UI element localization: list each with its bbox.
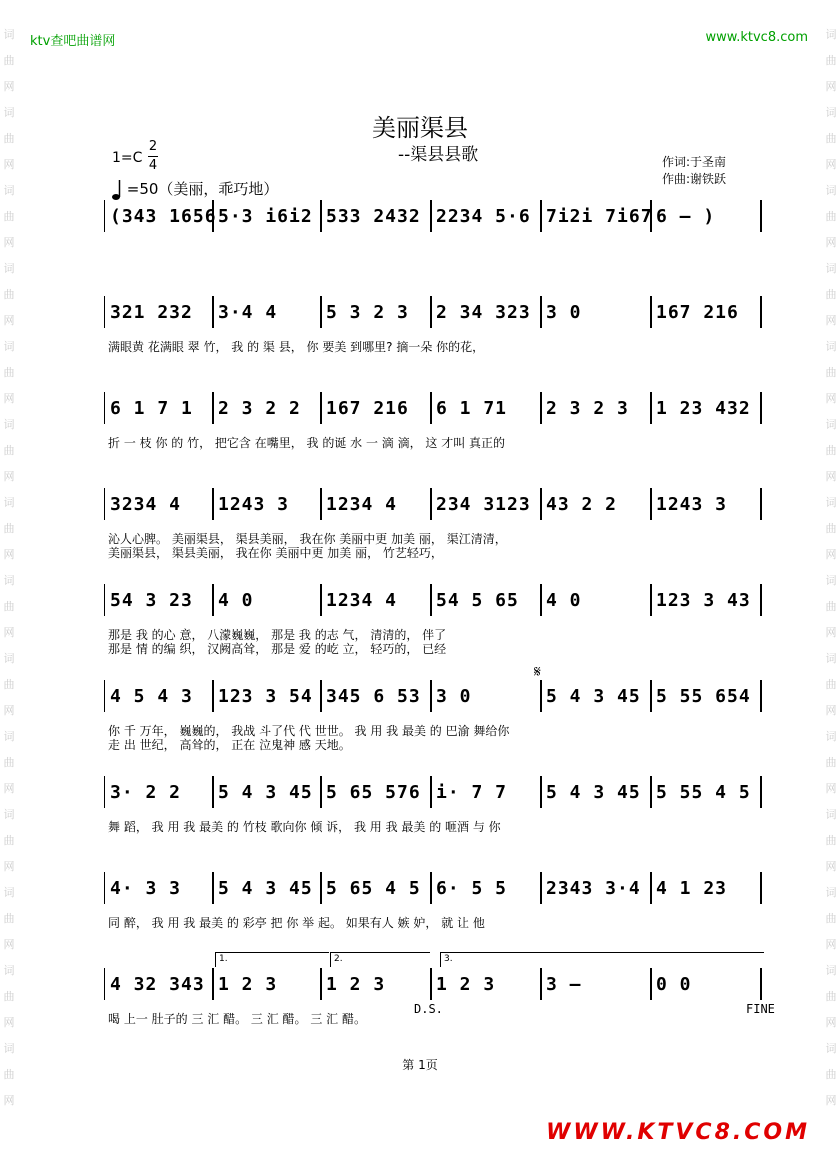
watermark-char: 词 [825,1042,837,1055]
bar-line [104,968,105,1000]
bar-line [430,200,432,232]
lyric-line: 折 一 枝 你 的 竹， 把它含 在嘴里， 我 的诞 水 一 滴 滴， 这 才叫 真正的 [108,436,506,450]
bar-line [212,392,214,424]
watermark-char: 词 [825,106,837,119]
bar-line [212,488,214,520]
measure: 5 4 3 45 [546,686,641,707]
watermark-char: 网 [825,158,837,171]
composer: 作曲:谢铁跃 [662,172,727,186]
bar-line [430,584,432,616]
bar-line [430,776,432,808]
bar-line [104,200,105,232]
watermark-char: 曲 [825,834,837,847]
measure: 3·4 4 [218,302,278,323]
site-name-link[interactable]: ktv查吧曲谱网 [30,34,116,49]
watermark-char: 网 [3,470,15,483]
volta-bracket: 2. [330,952,430,967]
watermark-char: 曲 [3,912,15,925]
bar-line [212,776,214,808]
bar-line [104,296,105,328]
volta-bracket: 3. [440,952,764,967]
watermark-char: 词 [825,340,837,353]
watermark-char: 词 [3,28,15,41]
bar-line [320,872,322,904]
bar-line [212,584,214,616]
measure: 2 34 323 [436,302,531,323]
lyric-line: 你 千 万年， 巍巍的， 我战 斗了代 代 世世。 我 用 我 最美 的 巴渝 舞给你 [108,724,510,738]
bar-line [760,392,762,424]
watermark-char: 词 [825,886,837,899]
measure: 2 3 2 2 [218,398,301,419]
watermark-char: 词 [3,1042,15,1055]
watermark-char: 网 [3,314,15,327]
bar-line [650,968,652,1000]
watermark-char: 词 [3,886,15,899]
measure: 1 2 3 [218,974,278,995]
watermark-char: 曲 [825,600,837,613]
measure: 4 0 [546,590,582,611]
bar-line [540,776,542,808]
measure: 0 0 [656,974,692,995]
bar-line [212,872,214,904]
bar-line [104,776,105,808]
watermark-char: 网 [3,392,15,405]
left-watermark [2,22,16,1114]
watermark-char: 网 [825,236,837,249]
watermark-char: 网 [3,548,15,561]
watermark-char: 词 [3,574,15,587]
measure: 5 65 576 [326,782,421,803]
bar-line [760,488,762,520]
watermark-char: 词 [825,184,837,197]
bar-line [430,488,432,520]
watermark-char: 曲 [825,210,837,223]
bar-line [212,296,214,328]
measure: 345 6 53 [326,686,421,707]
watermark-char: 网 [3,158,15,171]
watermark-char: 网 [825,314,837,327]
measure: i· 7 7 [436,782,508,803]
watermark-char: 词 [825,730,837,743]
watermark-char: 网 [3,782,15,795]
page-number: 第 1页 [402,1058,438,1072]
measure: 3 – [546,974,582,995]
bar-line [650,680,652,712]
lyric-line: 那是 我 的心 意， 八濛巍巍， 那是 我 的志 气， 清清的， 伴了 [108,628,447,642]
bar-line [212,968,214,1000]
watermark-char: 曲 [825,678,837,691]
measure: 6· 5 5 [436,878,508,899]
bar-line [104,872,105,904]
watermark-char: 曲 [3,54,15,67]
time-signature [148,138,158,175]
watermark-char: 词 [825,964,837,977]
lyric-line: 那是 情 的编 织， 汉阙高耸， 那是 爱 的屹 立， 轻巧的， 已经 [108,642,447,656]
measure: 6 1 71 [436,398,508,419]
bar-line [430,680,432,712]
watermark-char: 网 [3,1016,15,1029]
watermark-char: 词 [825,28,837,41]
watermark-char: 网 [825,704,837,717]
measure: 43 2 2 [546,494,618,515]
measure: 4 5 4 3 [110,686,193,707]
measure: 6 1 7 1 [110,398,193,419]
bar-line [650,392,652,424]
bar-line [320,968,322,1000]
measure: 167 216 [656,302,739,323]
watermark-char: 词 [825,652,837,665]
watermark-char: 曲 [3,1068,15,1081]
bar-line [650,872,652,904]
measure: 234 3123 [436,494,531,515]
lyric-line: 满眼黄 花满眼 翠 竹， 我 的 渠 县， 你 要美 到哪里? 摘一朵 你的花， [108,340,485,354]
measure: 5 3 2 3 [326,302,409,323]
bar-line [540,392,542,424]
watermark-char: 曲 [825,444,837,457]
measure: 3· 2 2 [110,782,182,803]
bar-line [650,296,652,328]
measure: 1 23 432 [656,398,751,419]
bar-line [104,680,105,712]
measure: 321 232 [110,302,193,323]
measure: 123 3 43 [656,590,751,611]
measure: 2 3 2 3 [546,398,629,419]
measure: 3234 4 [110,494,182,515]
watermark-char: 曲 [3,132,15,145]
watermark-char: 词 [3,262,15,275]
watermark-char: 曲 [3,600,15,613]
bar-line [430,392,432,424]
measure: 1234 4 [326,590,398,611]
watermark-char: 曲 [3,210,15,223]
watermark-char: 词 [825,808,837,821]
time-top: 2 [148,139,158,154]
watermark-char: 网 [825,626,837,639]
time-bottom: 4 [148,158,158,173]
site-url-link[interactable]: www.ktvc8.com [705,30,808,45]
measure: 6 – ) [656,206,716,227]
watermark-char: 网 [825,548,837,561]
measure: 5·3 i6i2 [218,206,313,227]
bar-line [760,680,762,712]
bar-line [760,872,762,904]
watermark-char: 曲 [825,288,837,301]
bar-line [320,584,322,616]
watermark-char: 词 [3,808,15,821]
watermark-char: 词 [3,964,15,977]
measure: 4· 3 3 [110,878,182,899]
watermark-char: 曲 [825,990,837,1003]
watermark-char: 曲 [3,756,15,769]
bar-line [760,200,762,232]
measure: 4 1 23 [656,878,728,899]
bar-line [540,872,542,904]
measure: 5 4 3 45 [218,782,313,803]
measure: 533 2432 [326,206,421,227]
watermark-char: 词 [825,574,837,587]
right-watermark [824,22,838,1114]
measure: 5 55 4 5 [656,782,751,803]
bar-line [540,584,542,616]
watermark-char: 曲 [825,366,837,379]
watermark-char: 网 [825,470,837,483]
tempo-marking [112,178,278,201]
watermark-char: 词 [825,262,837,275]
watermark-char: 网 [825,80,837,93]
bar-line [430,872,432,904]
measure: 5 4 3 45 [218,878,313,899]
bar-line [760,776,762,808]
bar-line [540,200,542,232]
brand-logo: WWW.KTVC8.COM [546,1120,810,1145]
watermark-char: 曲 [825,912,837,925]
watermark-char: 曲 [3,834,15,847]
watermark-char: 网 [825,860,837,873]
measure: 3 0 [436,686,472,707]
watermark-char: 网 [825,392,837,405]
bar-line [104,392,105,424]
bar-line [540,680,542,712]
measure: 54 3 23 [110,590,193,611]
measure: 4 0 [218,590,254,611]
measure: 167 216 [326,398,409,419]
song-title: 美丽渠县 [372,114,468,142]
lyric-line: 喝 上一 肚子的 三 汇 醋。 三 汇 醋。 三 汇 醋。 [108,1012,366,1026]
lyric-line: 走 出 世纪， 高耸的， 正在 泣鬼神 感 天地。 [108,738,351,752]
bar-line [320,488,322,520]
watermark-char: 曲 [3,288,15,301]
bar-line [320,200,322,232]
watermark-char: 网 [825,782,837,795]
measure: 54 5 65 [436,590,519,611]
lyric-line: 沁人心脾。 美丽渠县， 渠县美丽， 我在你 美丽中更 加美 丽， 渠江清清， [108,532,507,546]
measure: 2234 5·6 [436,206,531,227]
bar-line [320,776,322,808]
watermark-char: 词 [3,652,15,665]
watermark-char: 网 [3,236,15,249]
bar-line [650,488,652,520]
ds-mark: D.S. [414,1002,443,1016]
tempo-text: =50（美丽，乖巧地） [126,180,279,198]
measure: 1234 4 [326,494,398,515]
watermark-char: 曲 [3,522,15,535]
bar-line [650,776,652,808]
quarter-note-icon [112,179,122,201]
watermark-char: 词 [3,106,15,119]
watermark-char: 曲 [3,990,15,1003]
watermark-char: 词 [3,496,15,509]
watermark-char: 曲 [3,444,15,457]
measure: 7i2i 7i67 [546,206,653,227]
measure: 4 32 343 [110,974,205,995]
watermark-char: 词 [3,418,15,431]
lyricist: 作词:于圣南 [662,155,727,169]
bar-line [430,968,432,1000]
bar-line [540,296,542,328]
bar-line [430,296,432,328]
watermark-char: 曲 [825,132,837,145]
watermark-char: 曲 [3,366,15,379]
watermark-char: 曲 [825,522,837,535]
watermark-char: 词 [3,184,15,197]
measure: 123 3 54 [218,686,313,707]
watermark-char: 曲 [3,678,15,691]
measure: 3 0 [546,302,582,323]
watermark-char: 词 [3,730,15,743]
watermark-char: 网 [3,860,15,873]
lyric-line: 舞 蹈， 我 用 我 最美 的 竹枝 歌向你 倾 诉， 我 用 我 最美 的 咂酒 与 你 [108,820,501,834]
watermark-char: 曲 [825,54,837,67]
key-signature: 1=C [112,150,143,166]
measure: 1 2 3 [436,974,496,995]
watermark-char: 网 [825,1094,837,1107]
bar-line [760,584,762,616]
bar-line [540,488,542,520]
measure: 5 65 4 5 [326,878,421,899]
watermark-char: 词 [825,418,837,431]
bar-line [320,392,322,424]
bar-line [104,584,105,616]
bar-line [320,680,322,712]
measure: 5 55 654 [656,686,751,707]
bar-line [540,968,542,1000]
lyric-line: 美丽渠县， 渠县美丽， 我在你 美丽中更 加美 丽， 竹艺轻巧， [108,546,443,560]
measure: (343 1656 [110,206,217,227]
watermark-char: 网 [825,1016,837,1029]
measure: 1243 3 [656,494,728,515]
bar-line [650,584,652,616]
segno-icon: 𝄋 [534,662,541,681]
watermark-char: 网 [3,626,15,639]
bar-line [760,968,762,1000]
watermark-char: 词 [3,340,15,353]
song-subtitle: --渠县县歌 [398,145,479,165]
lyric-line: 同 醉， 我 用 我 最美 的 彩亭 把 你 举 起。 如果有人 嫉 妒， 就 让 他 [108,916,485,930]
bar-line [320,296,322,328]
volta-bracket: 1. [215,952,329,967]
fine-mark: FINE [746,1002,775,1016]
bar-line [104,488,105,520]
bar-line [212,680,214,712]
watermark-char: 网 [3,80,15,93]
measure: 5 4 3 45 [546,782,641,803]
watermark-char: 网 [3,938,15,951]
watermark-char: 曲 [825,756,837,769]
watermark-char: 曲 [825,1068,837,1081]
measure: 1 2 3 [326,974,386,995]
watermark-char: 词 [825,496,837,509]
measure: 1243 3 [218,494,290,515]
watermark-char: 网 [825,938,837,951]
watermark-char: 网 [3,704,15,717]
measure: 2343 3·4 [546,878,641,899]
watermark-char: 网 [3,1094,15,1107]
bar-line [760,296,762,328]
